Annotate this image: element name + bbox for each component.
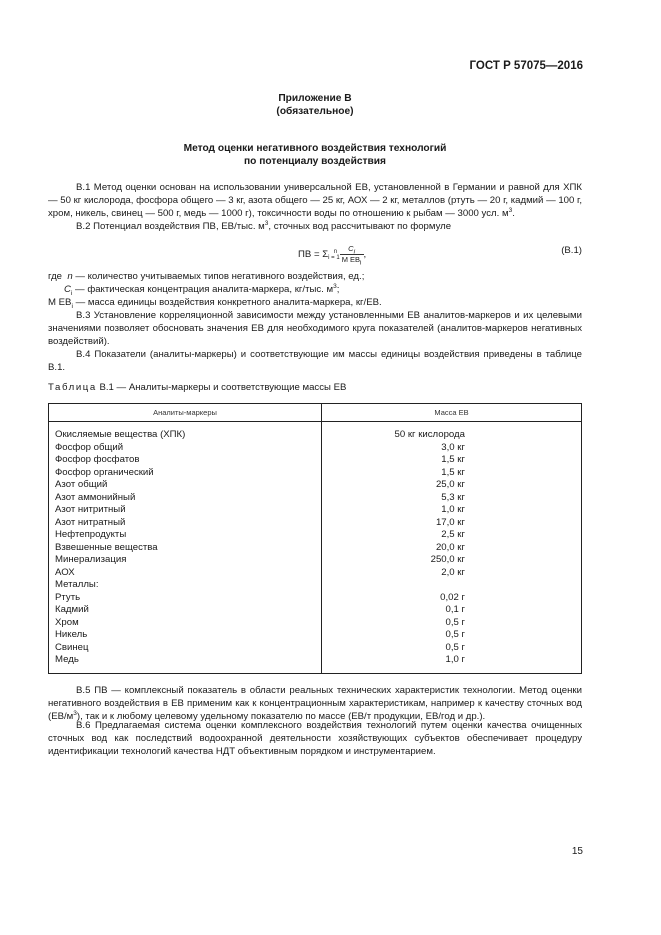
mass-cell: 17,0 кг bbox=[322, 517, 582, 530]
b4-text: В.4 Показатели (аналиты-маркеры) и соответствующие им массы единицы воздействия приведены в таблице В.1. bbox=[48, 349, 582, 373]
def-symbol: n bbox=[67, 271, 73, 282]
sum-symbol: Σ bbox=[322, 249, 329, 261]
b1-sup: 3 bbox=[508, 206, 513, 214]
table-caption-prefix: Таблица bbox=[48, 382, 97, 393]
analyte-cell: Нефтепродукты bbox=[49, 529, 322, 542]
paragraph-b2 bbox=[48, 220, 582, 233]
definition-ci bbox=[48, 283, 582, 296]
formula-ref: (В.1) bbox=[561, 245, 582, 256]
definition-mev bbox=[48, 296, 582, 309]
table-row bbox=[49, 504, 582, 517]
b2-end: , сточных вод рассчитывают по формуле bbox=[268, 221, 452, 232]
mass-cell: 1,0 г bbox=[322, 654, 582, 673]
mass-cell: 3,0 кг bbox=[322, 442, 582, 455]
def-sub: i bbox=[71, 302, 73, 310]
table-row bbox=[49, 442, 582, 455]
mass-cell: 1,0 кг bbox=[322, 504, 582, 517]
mass-cell: 250,0 кг bbox=[322, 554, 582, 567]
def-prefix: где bbox=[48, 271, 68, 282]
table-body bbox=[49, 422, 582, 674]
b5-sup: 3 bbox=[73, 709, 77, 717]
paragraph-b1 bbox=[48, 181, 582, 220]
table-row bbox=[49, 654, 582, 673]
table-row bbox=[49, 604, 582, 617]
table-row bbox=[49, 454, 582, 467]
denominator-sub: i bbox=[360, 259, 362, 267]
b1-end: . bbox=[512, 208, 515, 219]
analyte-cell: Фосфор общий bbox=[49, 442, 322, 455]
table-row bbox=[49, 479, 582, 492]
table-row bbox=[49, 422, 582, 442]
paragraph-b5 bbox=[48, 684, 582, 723]
table-row bbox=[49, 517, 582, 530]
b2-sup: 3 bbox=[264, 219, 269, 227]
table-caption-text: В.1 — Аналиты-маркеры и соответствующие массы ЕВ bbox=[96, 382, 347, 393]
header-mass: Масса ЕВ bbox=[322, 404, 582, 422]
table-row bbox=[49, 529, 582, 542]
standard-header: ГОСТ Р 57075—2016 bbox=[469, 60, 583, 72]
table-row bbox=[49, 617, 582, 630]
formula-tail: , bbox=[363, 249, 367, 261]
analyte-cell: Никель bbox=[49, 629, 322, 642]
appendix-title: Приложение В bbox=[278, 93, 352, 104]
paragraph-b3 bbox=[48, 309, 582, 348]
b5-text: В.5 ПВ — комплексный показатель в области реальных технических характеристик технологии. Метод оценки негативного воздействия в ЕВ применим как к концентрационным характеристикам, например к качеству сточных вод (ЕВ/м bbox=[48, 685, 582, 722]
analyte-cell: Ртуть bbox=[49, 592, 322, 605]
numerator-symbol: C bbox=[348, 244, 354, 253]
mass-cell bbox=[322, 579, 582, 592]
formula-fraction bbox=[340, 244, 364, 265]
analyte-cell: Окисляемые вещества (ХПК) bbox=[49, 422, 322, 442]
page-number: 15 bbox=[571, 846, 583, 857]
analyte-cell: Медь bbox=[49, 654, 322, 673]
definitions bbox=[48, 270, 582, 309]
mass-cell: 0,5 г bbox=[322, 617, 582, 630]
numerator-sub: i bbox=[353, 248, 356, 256]
analyte-cell: Кадмий bbox=[49, 604, 322, 617]
table-row bbox=[49, 629, 582, 642]
def-symbol: C bbox=[64, 284, 71, 295]
def-text: — масса единицы воздействия конкретного аналита-маркера, кг/ЕВ. bbox=[72, 297, 382, 308]
def-sup: 3 bbox=[333, 282, 337, 290]
analyte-cell: АОХ bbox=[49, 567, 322, 580]
table-row bbox=[49, 579, 582, 592]
sum-lower: i = 1 bbox=[328, 255, 340, 262]
b1-text: В.1 Метод оценки основан на использовании универсальной ЕВ, установленной в Германии и равной для ХПК — 50 кг кислорода, фосфора общего — 3 кг, азота общего — 25 кг, АОХ — 2 кг, металлов (ртуть — 20 г, кадмий — 100 г, хром, никель, свинец — 500 г, медь — 1000 г), токсичности воды по отношению к рыбам — 3000 усл. м bbox=[48, 182, 582, 219]
table-row bbox=[49, 592, 582, 605]
table-header-row bbox=[49, 404, 582, 422]
formula-b1 bbox=[48, 237, 582, 267]
formula-expression bbox=[298, 244, 366, 265]
analyte-cell: Азот аммонийный bbox=[49, 492, 322, 505]
mass-cell: 25,0 кг bbox=[322, 479, 582, 492]
fraction-numerator bbox=[340, 244, 364, 255]
def-text: — фактическая концентрация аналита-маркера, кг/тыс. м bbox=[72, 284, 334, 295]
table-row bbox=[49, 567, 582, 580]
denominator-symbol: M EB bbox=[341, 255, 361, 264]
definition-n bbox=[48, 270, 582, 283]
table-row bbox=[49, 554, 582, 567]
analyte-cell: Азот нитратный bbox=[49, 517, 322, 530]
analyte-cell: Азот общий bbox=[49, 479, 322, 492]
analyte-cell: Фосфор фосфатов bbox=[49, 454, 322, 467]
def-symbol: М ЕВ bbox=[48, 297, 72, 308]
def-sub: i bbox=[70, 289, 73, 297]
header-analytes: Аналиты-маркеры bbox=[49, 404, 322, 422]
sum-upper: n bbox=[333, 249, 338, 256]
def-text: — количество учитываемых типов негативного воздействия, ед.; bbox=[72, 271, 365, 282]
mass-cell: 5,3 кг bbox=[322, 492, 582, 505]
paragraph-b6 bbox=[48, 719, 582, 758]
table-caption bbox=[48, 381, 346, 394]
formula-lhs: ПВ = bbox=[298, 249, 323, 261]
b2-text: В.2 Потенциал воздействия ПВ, ЕВ/тыс. м bbox=[76, 221, 265, 232]
analyte-cell: Металлы: bbox=[49, 579, 322, 592]
analyte-cell: Взвешенные вещества bbox=[49, 542, 322, 555]
analyte-cell: Свинец bbox=[49, 642, 322, 655]
mass-cell: 0,5 г bbox=[322, 642, 582, 655]
mass-cell: 50 кг кислорода bbox=[322, 422, 582, 442]
mass-cell: 2,5 кг bbox=[322, 529, 582, 542]
table-row bbox=[49, 642, 582, 655]
markers-table bbox=[48, 403, 582, 674]
b3-text: В.3 Установление корреляционной зависимости между установленными ЕВ аналитов-маркеров и их целевыми значениями позволяет обосновать значения ЕВ для необходимого круга показателей (аналитов-маркеров негативных воздействий). bbox=[48, 310, 582, 347]
table-row bbox=[49, 492, 582, 505]
mass-cell: 1,5 кг bbox=[322, 454, 582, 467]
mass-cell: 20,0 кг bbox=[322, 542, 582, 555]
mass-cell: 0,5 г bbox=[322, 629, 582, 642]
analyte-cell: Минерализация bbox=[49, 554, 322, 567]
appendix-status: (обязательное) bbox=[276, 106, 354, 117]
def-end: ; bbox=[336, 284, 340, 295]
analyte-cell: Хром bbox=[49, 617, 322, 630]
analyte-cell: Фосфор органический bbox=[49, 467, 322, 480]
mass-cell: 1,5 кг bbox=[322, 467, 582, 480]
mass-cell: 0,02 г bbox=[322, 592, 582, 605]
paragraph-b4 bbox=[48, 348, 582, 374]
b5-end: ), так и к любому целевому удельному показателю по массе (ЕВ/т продукции, ЕВ/год и др.). bbox=[76, 711, 486, 722]
mass-cell: 2,0 кг bbox=[322, 567, 582, 580]
section-title-line1: Метод оценки негативного воздействия технологий bbox=[183, 143, 447, 154]
table-row bbox=[49, 467, 582, 480]
fraction-denominator bbox=[340, 255, 364, 265]
mass-cell: 0,1 г bbox=[322, 604, 582, 617]
section-title-line2: по потенциалу воздействия bbox=[244, 156, 386, 167]
table-row bbox=[49, 542, 582, 555]
analyte-cell: Азот нитритный bbox=[49, 504, 322, 517]
b6-text: В.6 Предлагаемая система оценки комплексного воздействия технологий путем оценки качества очищенных сточных вод как последствий водоохранной деятельности хозяйствующих субъектов обеспечивает процедуру идентификации технологий качества НДТ объективным порядком и инструментарием. bbox=[48, 720, 582, 757]
